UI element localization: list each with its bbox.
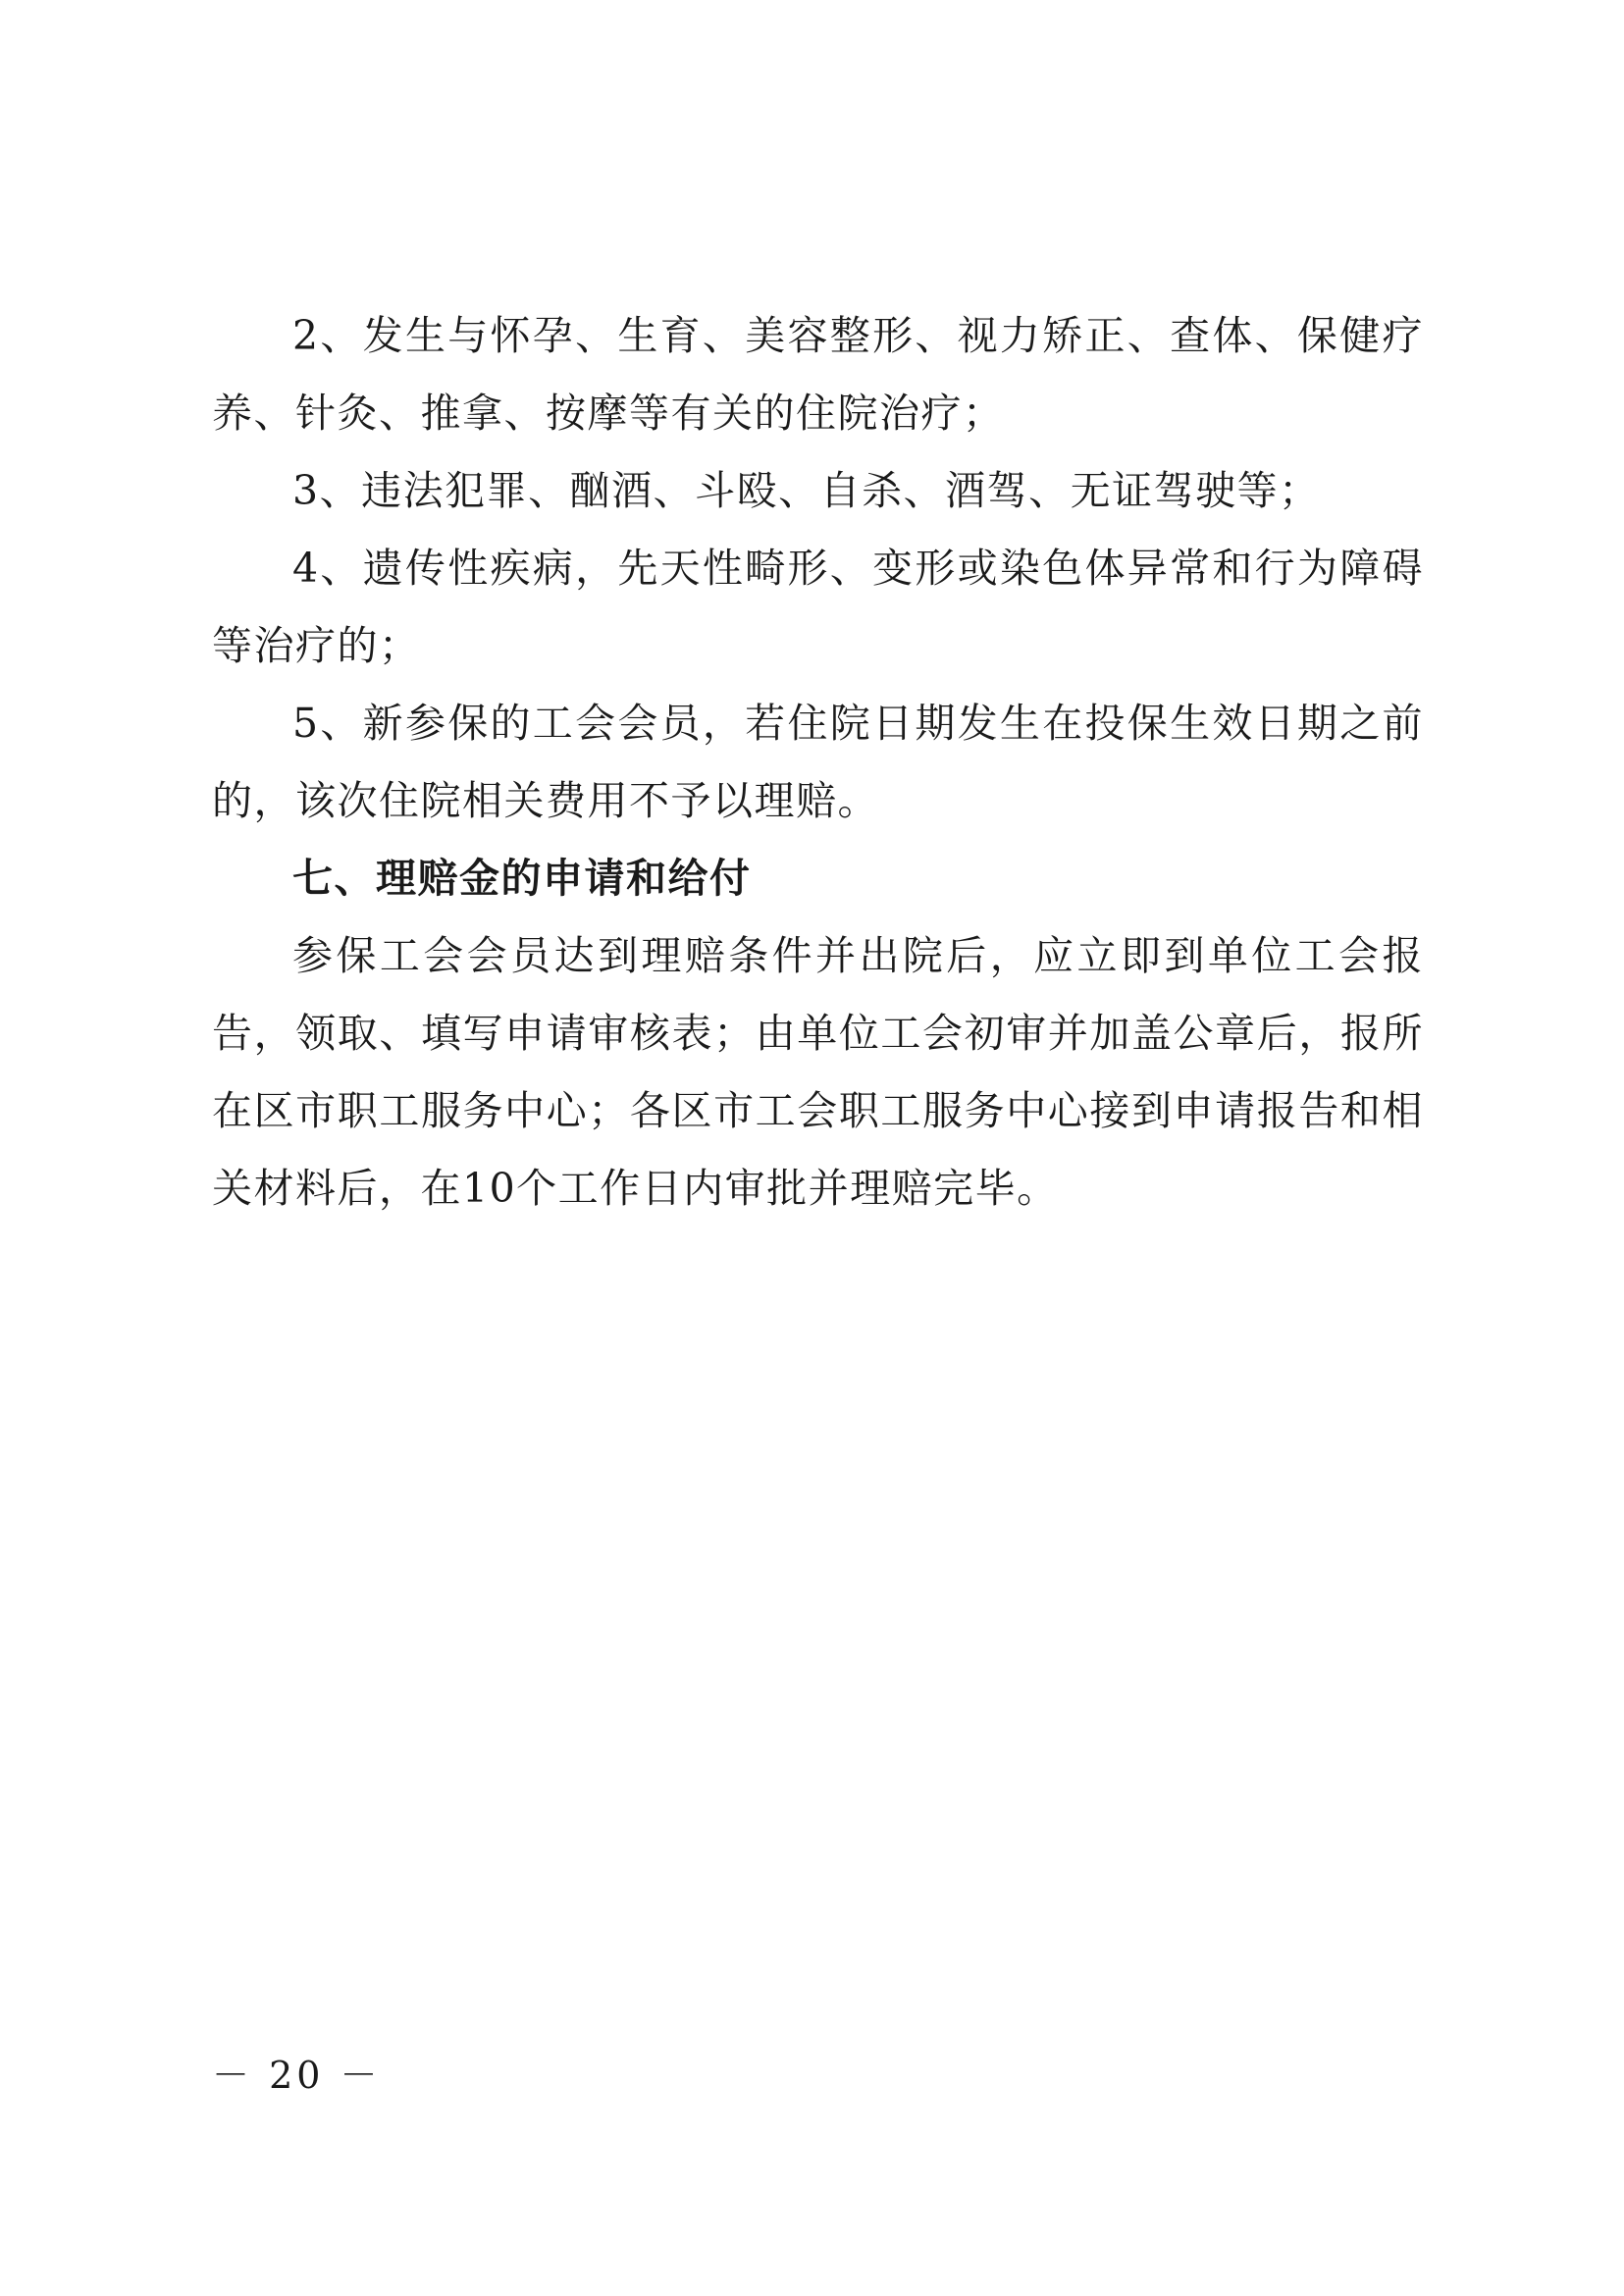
section-heading: 七、理赔金的申请和给付 <box>292 855 752 902</box>
exclusion-item-3: 3、违法犯罪、酗酒、斗殴、自杀、酒驾、无证驾驶等； <box>292 467 1321 514</box>
exclusion-item-2: 2、发生与怀孕、生育、美容整形、视力矫正、查体、保健疗养、针灸、推拿、按摩等有关的住院治疗； <box>212 312 1424 437</box>
exclusion-item-5: 5、新参保的工会会员，若住院日期发生在投保生效日期之前的，该次住院相关费用不予以理赔。 <box>212 700 1424 824</box>
page-number: － 20 － <box>212 2054 382 2097</box>
exclusion-item-4: 4、遗传性疾病，先天性畸形、变形或染色体异常和行为障碍等治疗的； <box>212 545 1424 669</box>
page-content <box>212 297 1424 1227</box>
section-paragraph: 参保工会会员达到理赔条件并出院后，应立即到单位工会报告，领取、填写申请审核表；由单位工会初审并加盖公章后，报所在区市职工服务中心；各区市工会职工服务中心接到申请报告和相关材料后，在10个工作日内审批并理赔完毕。 <box>212 932 1424 1212</box>
